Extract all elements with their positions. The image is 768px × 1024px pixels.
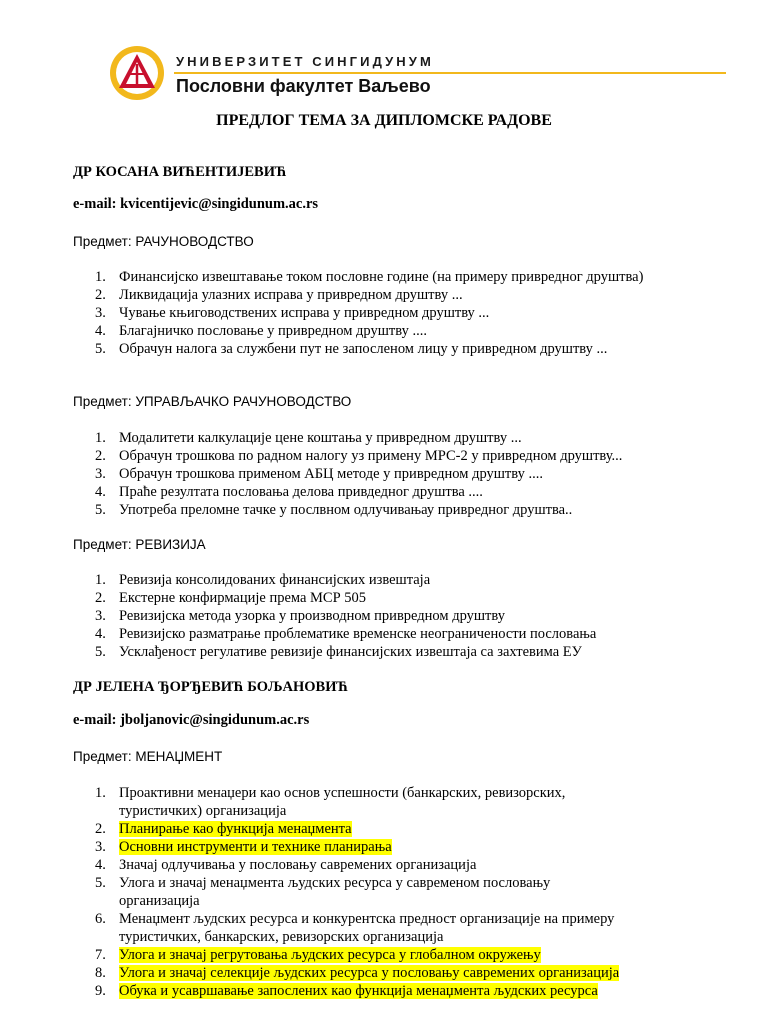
list-item xyxy=(95,589,695,607)
university-name: УНИВЕРЗИТЕТ СИНГИДУНУМ xyxy=(176,54,434,69)
professor-email: e-mail: jboljanovic@singidunum.ac.rs xyxy=(73,712,310,728)
item-number: 5. xyxy=(95,341,106,357)
list-item xyxy=(95,946,695,964)
item-number: 3. xyxy=(95,608,106,624)
list-item xyxy=(95,268,695,286)
topic-list xyxy=(95,268,695,358)
item-number: 2. xyxy=(95,287,106,303)
item-number: 3. xyxy=(95,305,106,321)
item-text-highlighted: Планирање као функција менаџмента xyxy=(119,821,352,837)
item-text: Модалитети калкулације цене коштања у привредном друштву ... xyxy=(119,430,522,446)
item-text-highlighted: Улога и значај селекције људских ресурса у пословању савремених организација xyxy=(119,965,620,981)
item-number: 1. xyxy=(95,572,106,588)
item-number: 2. xyxy=(95,448,106,464)
item-number: 8. xyxy=(95,965,106,981)
item-text: Обрачун трошкова применом АБЦ методе у привредном друштву .... xyxy=(119,466,543,482)
item-number: 2. xyxy=(95,821,106,837)
item-number: 4. xyxy=(95,626,106,642)
item-text: Проактивни менаџери као основ успешности (банкарских, ревизорских, xyxy=(119,785,566,801)
topic-list xyxy=(95,429,695,519)
item-text: Обрачун налога за службени пут не запосленом лицу у привредном друштву ... xyxy=(119,341,608,357)
list-item xyxy=(95,607,695,625)
subject-heading xyxy=(73,394,351,409)
item-text-highlighted: Основни инструменти и технике планирања xyxy=(119,839,392,855)
list-item xyxy=(95,286,695,304)
list-item xyxy=(95,571,695,589)
list-item xyxy=(95,784,695,820)
subject-label: Предмет: xyxy=(73,234,136,249)
item-text: Финансијско извештавање током пословне године (на примеру привредног друштва) xyxy=(119,269,644,285)
item-number: 2. xyxy=(95,590,106,606)
item-number: 5. xyxy=(95,644,106,660)
item-text: Ревизијска метода узорка у производном привредном друштву xyxy=(119,608,505,624)
subject-label: Предмет: xyxy=(73,537,136,552)
item-text: Усклађеност регулативе ревизије финансијских извештаја са захтевима ЕУ xyxy=(119,644,582,660)
list-item xyxy=(95,910,695,946)
item-number: 1. xyxy=(95,269,106,285)
item-number: 1. xyxy=(95,785,106,801)
item-number: 5. xyxy=(95,502,106,518)
item-number: 3. xyxy=(95,839,106,855)
item-text: Употреба преломне тачке у послвном одлучивањау привредног друштва.. xyxy=(119,502,573,518)
item-text: Ревизија консолидованих финансијских извештаја xyxy=(119,572,431,588)
subject-label: Предмет: xyxy=(73,394,136,409)
header-divider xyxy=(174,72,726,74)
professor-email: e-mail: kvicentijevic@singidunum.ac.rs xyxy=(73,196,319,212)
topic-list xyxy=(95,571,695,661)
list-item xyxy=(95,322,695,340)
list-item xyxy=(95,501,695,519)
list-item xyxy=(95,340,695,358)
item-text-continued: организација xyxy=(119,893,200,909)
professor-name: ДР КОСАНА ВИЋЕНТИЈЕВИЋ xyxy=(73,164,287,180)
item-number: 6. xyxy=(95,911,106,927)
item-text: Ликвидација улазних исправа у привредном друштву ... xyxy=(119,287,463,303)
document-title: ПРЕДЛОГ ТЕМА ЗА ДИПЛОМСКЕ РАДОВЕ xyxy=(216,112,552,129)
list-item xyxy=(95,838,695,856)
subject-name: РАЧУНОВОДСТВО xyxy=(135,234,254,249)
item-text-continued: туристичких) организација xyxy=(119,803,287,819)
item-number: 4. xyxy=(95,857,106,873)
list-item xyxy=(95,447,695,465)
list-item xyxy=(95,964,695,982)
university-logo-icon xyxy=(108,44,166,102)
subject-label: Предмет: xyxy=(73,749,136,764)
item-text: Чување књиговодствених исправа у привредном друштву ... xyxy=(119,305,490,321)
list-item xyxy=(95,856,695,874)
item-number: 3. xyxy=(95,466,106,482)
subject-name: МЕНАЏМЕНТ xyxy=(135,749,223,764)
item-text: Значај одлучивања у пословању савремених организација xyxy=(119,857,477,873)
item-number: 9. xyxy=(95,983,106,999)
item-number: 1. xyxy=(95,430,106,446)
item-text: Ревизијско разматрање проблематике временске неограничености пословања xyxy=(119,626,597,642)
letterhead xyxy=(108,44,728,104)
item-text: Екстерне конфирмације према МСР 505 xyxy=(119,590,367,606)
list-item xyxy=(95,820,695,838)
item-number: 4. xyxy=(95,484,106,500)
subject-name: УПРАВЉАЧКО РАЧУНОВОДСТВО xyxy=(135,394,352,409)
item-text-highlighted: Улога и значај регрутовања људских ресурса у глобалном окружењу xyxy=(119,947,541,963)
item-text: Праће резултата пословања делова привдедног друштва .... xyxy=(119,484,483,500)
item-text-continued: туристичких, банкарских, ревизорских организација xyxy=(119,929,444,945)
subject-heading xyxy=(73,234,254,249)
subject-name: РЕВИЗИЈА xyxy=(135,537,206,552)
list-item xyxy=(95,874,695,910)
subject-heading xyxy=(73,537,206,552)
item-text: Менаџмент људских ресурса и конкурентска предност организације на примеру xyxy=(119,911,615,927)
list-item xyxy=(95,982,695,1000)
list-item xyxy=(95,429,695,447)
item-text: Улога и значај менаџмента људских ресурса у савременом пословању xyxy=(119,875,551,891)
list-item xyxy=(95,483,695,501)
subject-heading xyxy=(73,749,222,764)
list-item xyxy=(95,465,695,483)
item-number: 7. xyxy=(95,947,106,963)
list-item xyxy=(95,643,695,661)
topic-list xyxy=(95,784,695,1000)
item-text: Благајничко пословање у привредном друштву .... xyxy=(119,323,427,339)
item-text-highlighted: Обука и усавршавање запослених као функција менаџмента људских ресурса xyxy=(119,983,598,999)
professor-name: ДР ЈЕЛЕНА ЂОРЂЕВИЋ БОЉАНОВИЋ xyxy=(73,679,349,695)
item-number: 5. xyxy=(95,875,106,891)
item-text: Обрачун трошкова по радном налогу уз примену МРС-2 у привредном друштву... xyxy=(119,448,623,464)
faculty-name: Пословни факултет Ваљево xyxy=(176,76,431,96)
item-number: 4. xyxy=(95,323,106,339)
list-item xyxy=(95,304,695,322)
list-item xyxy=(95,625,695,643)
